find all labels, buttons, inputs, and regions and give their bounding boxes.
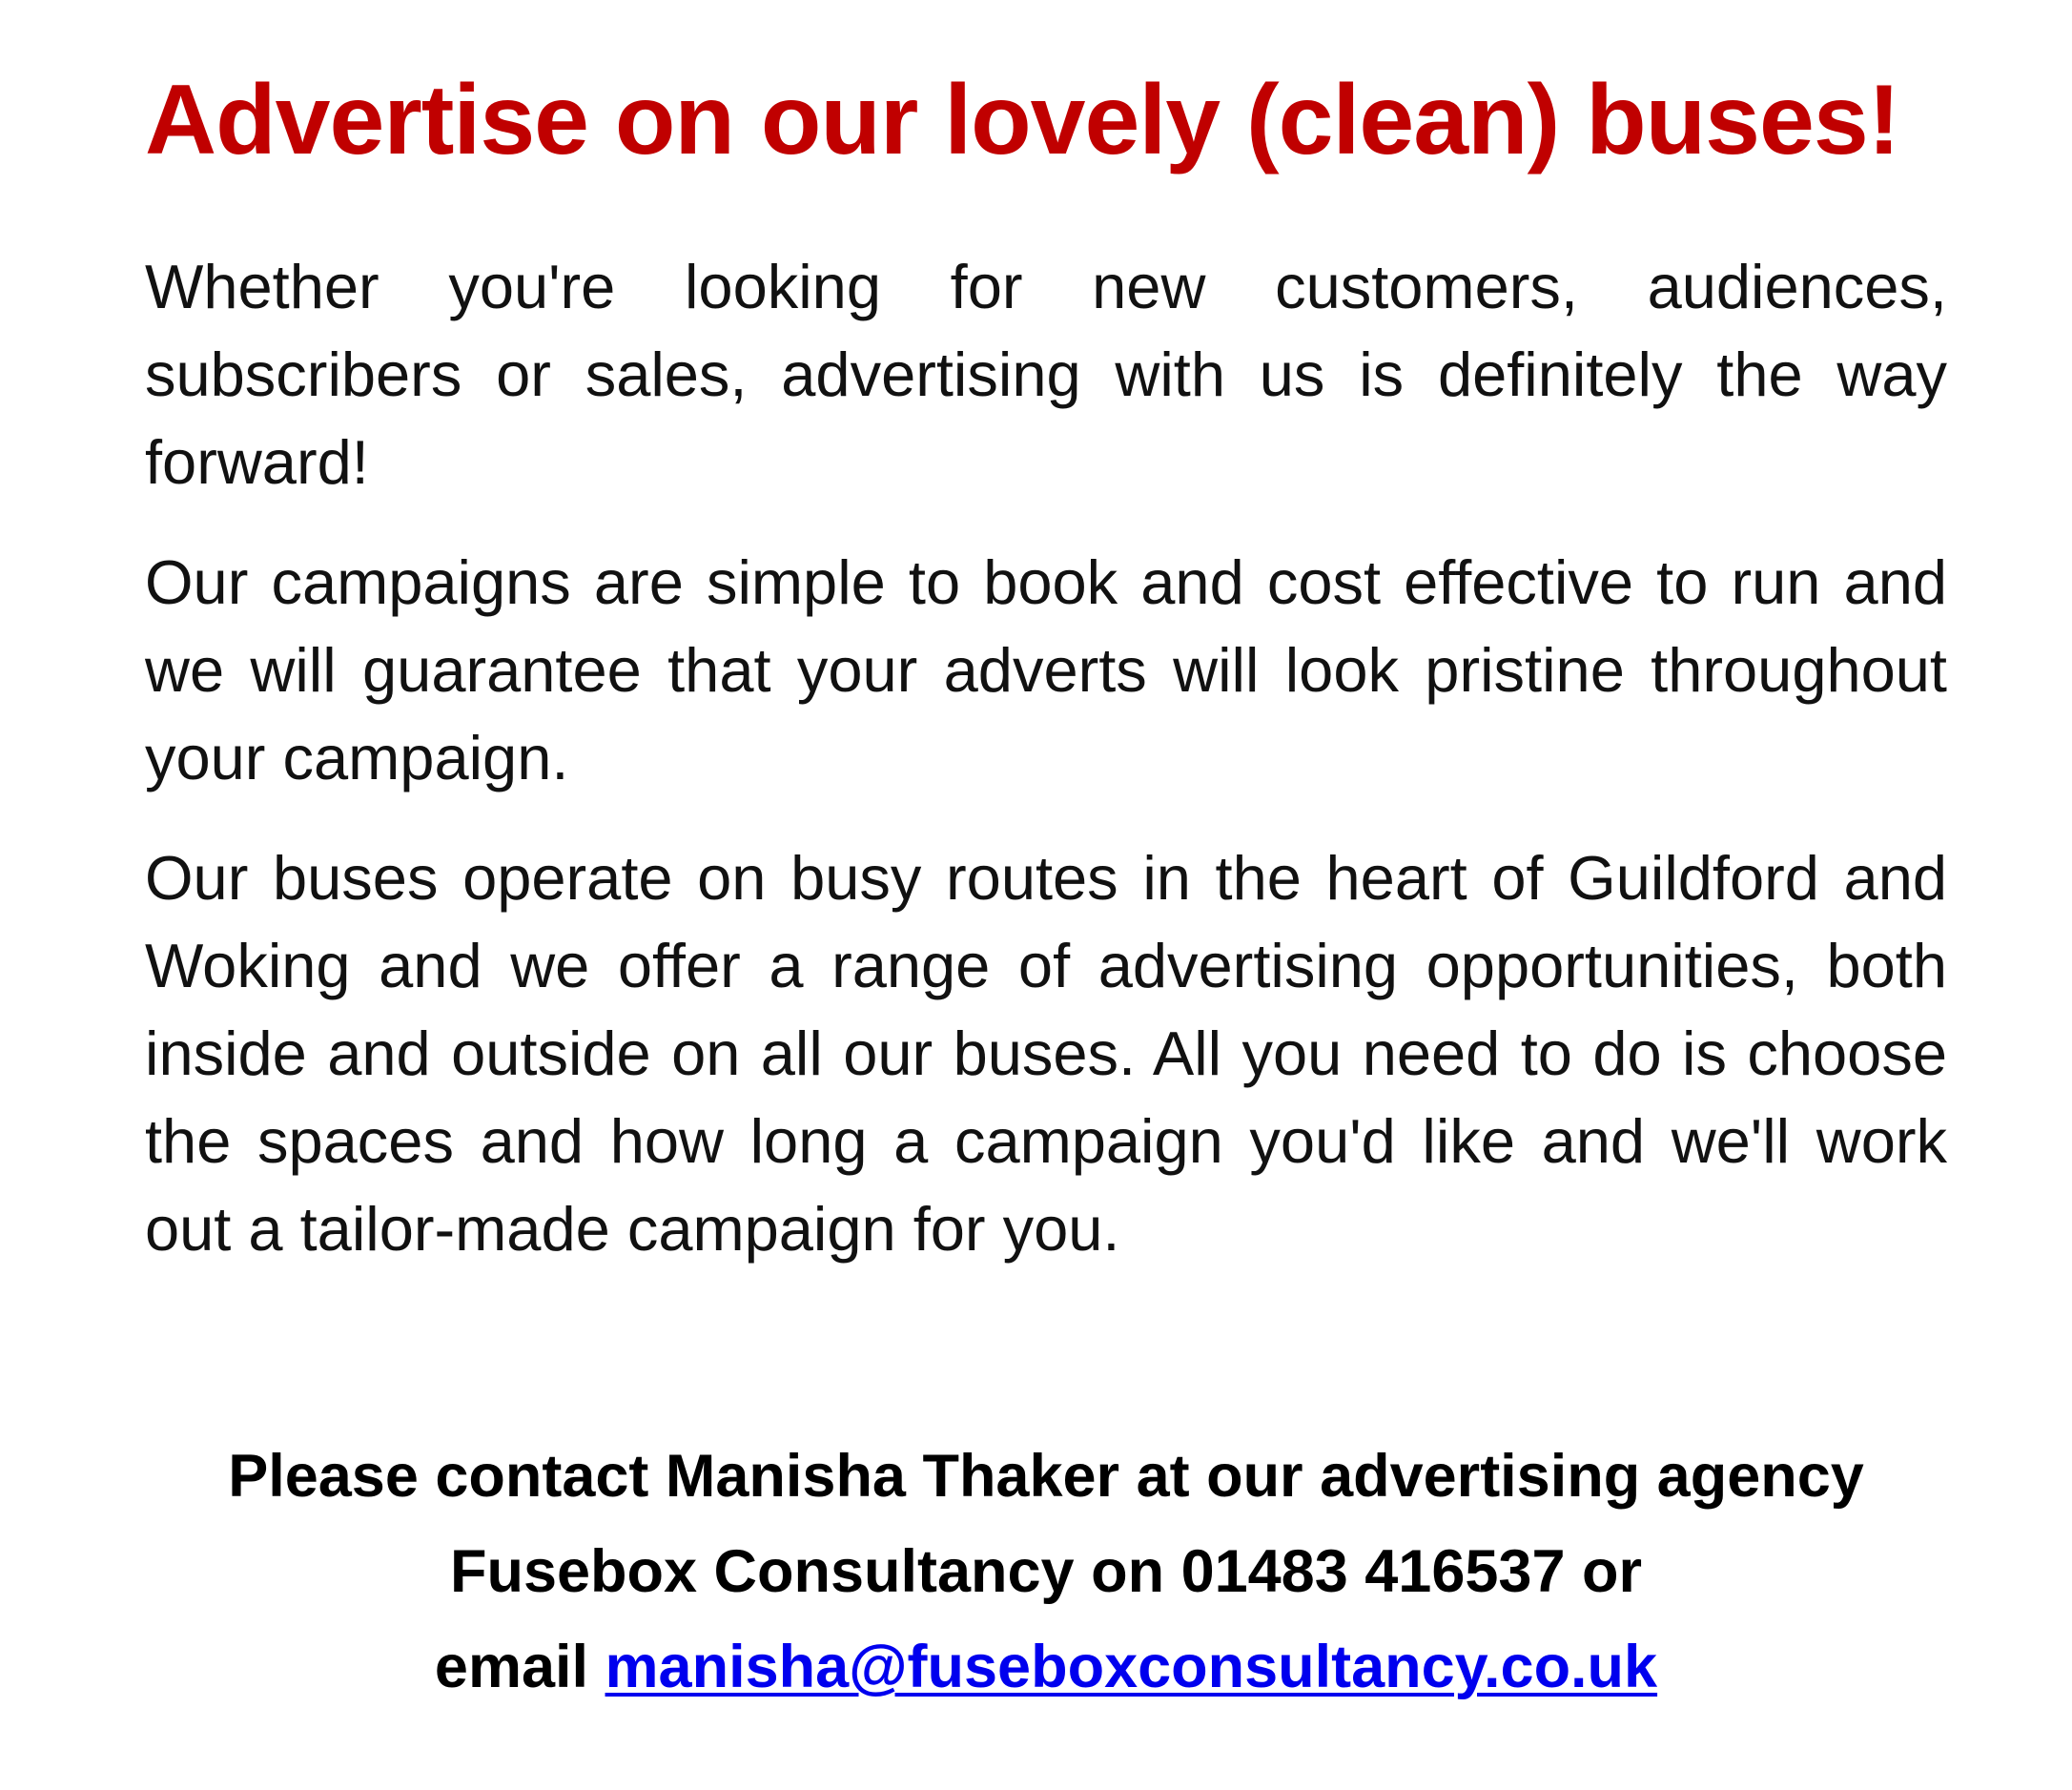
paragraph-campaigns: Our campaigns are simple to book and cost effective to run and we will guarantee that your adverts will look pristine throughout your campaign. — [145, 547, 1947, 792]
paragraph-routes: Our buses operate on busy routes in the heart of Guildford and Woking and we offer a range of advertising opportunities, both inside and outside on all our buses. All you need to do is choose the spaces and how long a campaign you'd like and we'll work out a tailor-made campaign for you. — [145, 843, 1947, 1264]
email-prefix: email — [434, 1634, 605, 1700]
email-link[interactable]: manisha@fuseboxconsultancy.co.uk — [605, 1634, 1658, 1700]
contact-block — [145, 1429, 1947, 1715]
paragraph-intro: Whether you're looking for new customers, audiences, subscribers or sales, advertising with us is definitely the way forward! — [145, 252, 1947, 497]
contact-line-3 — [145, 1619, 1947, 1715]
contact-line-1: Please contact Manisha Thaker at our advertising agency — [228, 1443, 1864, 1510]
contact-line-2: Fusebox Consultancy on 01483 416537 or — [449, 1538, 1642, 1605]
headline: Advertise on our lovely (clean) buses! — [145, 65, 1900, 175]
